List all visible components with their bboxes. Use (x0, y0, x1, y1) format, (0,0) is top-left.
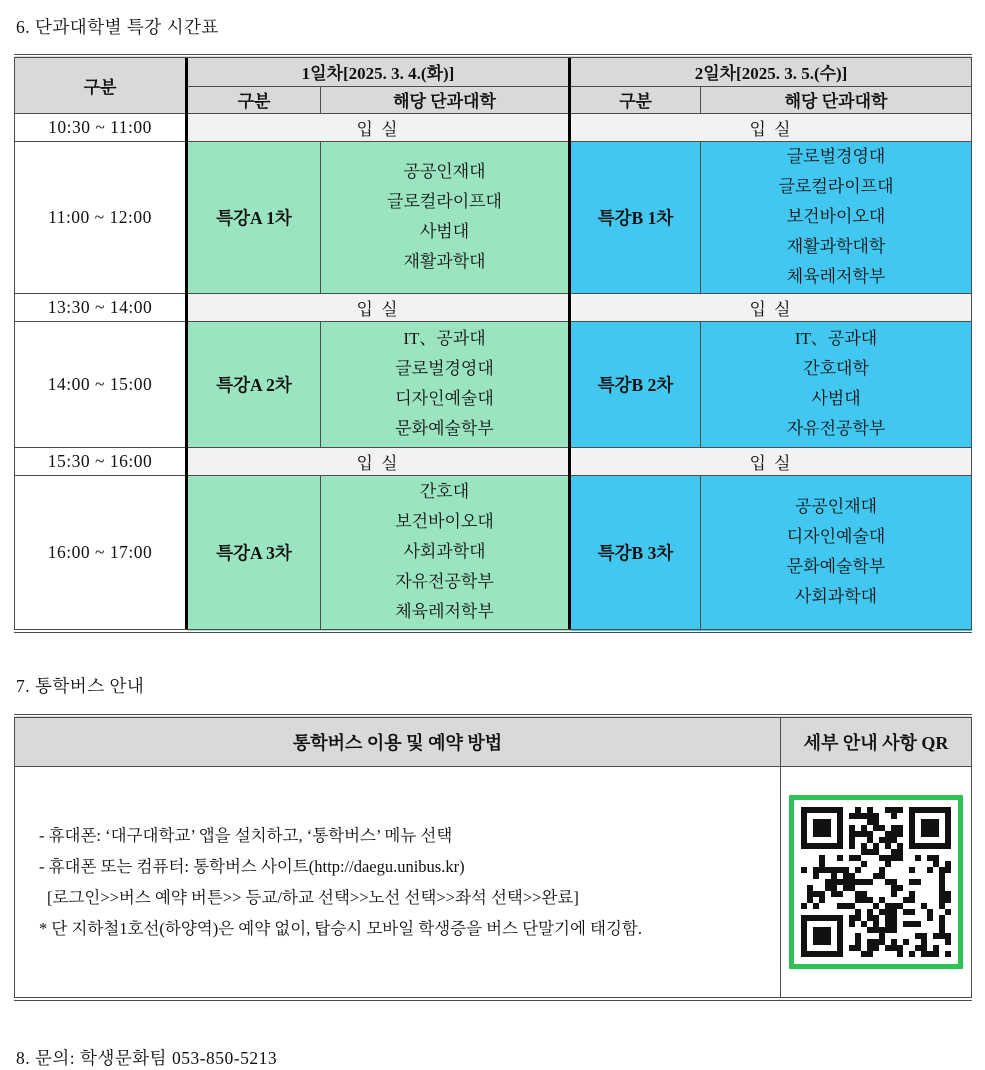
lecture-name-a3: 특강A 3차 (187, 475, 321, 631)
table-row-lecture-1 (15, 141, 972, 293)
college-item: 사회과학대 (794, 587, 878, 607)
time-slot: 14:00 ~ 15:00 (15, 321, 187, 447)
college-item: 글로벌경영대 (395, 359, 494, 378)
college-item: 재활과학대학 (786, 237, 886, 256)
bus-body-row (15, 767, 972, 1000)
bus-method-header: 통학버스 이용 및 예약 방법 (15, 716, 781, 767)
entry-cell-day2: 입 실 (570, 293, 972, 321)
time-slot: 13:30 ~ 14:00 (15, 293, 187, 321)
college-item: 자유전공학부 (395, 572, 494, 592)
header-day1-category: 구분 (187, 86, 321, 113)
header-day2-college: 해당 단과대학 (701, 86, 972, 113)
college-item: 간호대학 (803, 359, 869, 378)
bus-instruction-line: * 단 지하철1호선(하양역)은 예약 없이, 탑승시 모바일 학생증을 버스 단말기에 태깅함. (39, 919, 642, 938)
time-slot: 10:30 ~ 11:00 (15, 113, 187, 141)
entry-cell-day2: 입 실 (570, 447, 972, 475)
time-slot: 11:00 ~ 12:00 (15, 141, 187, 293)
lecture-name-b3: 특강B 3차 (570, 475, 701, 631)
entry-cell-day1: 입 실 (187, 113, 570, 141)
college-item: 글로컬라이프대 (387, 192, 502, 211)
entry-cell-day1: 입 실 (187, 293, 570, 321)
qr-code (789, 795, 963, 969)
section7-title: 7. 통학버스 안내 (16, 676, 145, 696)
college-item: 글로벌경영대 (786, 147, 886, 166)
qr-code-image (801, 807, 951, 957)
college-item: 문화예술학부 (395, 419, 494, 438)
college-item: 사범대 (811, 389, 861, 408)
bus-info-table (14, 714, 972, 1001)
header-day1-college: 해당 단과대학 (321, 86, 570, 113)
header-day1: 1일차[2025. 3. 4.(화)] (187, 56, 570, 86)
college-item: 보건바이오대 (786, 207, 886, 226)
college-item: 사회과학대 (403, 542, 486, 562)
college-item: 글로컬라이프대 (778, 177, 894, 196)
bus-method-cell (15, 767, 781, 1000)
college-list-a3 (321, 475, 570, 631)
lecture-timetable (14, 54, 972, 633)
header-category: 구분 (15, 56, 187, 113)
college-item: 문화예술학부 (786, 557, 886, 577)
college-item: IT、공과대 (794, 329, 878, 348)
time-slot: 16:00 ~ 17:00 (15, 475, 187, 631)
timetable-header-row-1 (15, 56, 972, 86)
bus-header-row (15, 716, 972, 767)
college-item: 디자인예술대 (395, 389, 494, 408)
bus-instruction-line: - 휴대폰 또는 컴퓨터: 통학버스 사이트(http://daegu.unibus.kr) (39, 857, 465, 876)
bus-qr-header: 세부 안내 사항 QR (781, 716, 972, 767)
college-item: 재활과학대 (403, 252, 486, 271)
college-item: 공공인재대 (403, 162, 486, 181)
section6-title: 6. 단과대학별 특강 시간표 (16, 17, 219, 37)
table-row-entry (15, 113, 972, 141)
college-list-b3 (701, 475, 972, 631)
college-item: IT、공과대 (403, 329, 486, 348)
section8-contact: 8. 문의: 학생문화팀 053-850-5213 (16, 1048, 278, 1068)
entry-cell-day1: 입 실 (187, 447, 570, 475)
college-list-b2 (701, 321, 972, 447)
college-list-a1 (321, 141, 570, 293)
college-item: 체육레저학부 (395, 602, 494, 622)
college-item: 간호대 (419, 482, 470, 502)
bus-qr-cell (781, 767, 972, 1000)
college-list-b1 (701, 141, 972, 293)
lecture-name-a1: 특강A 1차 (187, 141, 321, 293)
college-list-a2 (321, 321, 570, 447)
lecture-name-b1: 특강B 1차 (570, 141, 701, 293)
college-item: 보건바이오대 (395, 512, 494, 532)
lecture-name-b2: 특강B 2차 (570, 321, 701, 447)
college-item: 사범대 (419, 222, 470, 241)
lecture-name-a2: 특강A 2차 (187, 321, 321, 447)
table-row-entry (15, 293, 972, 321)
bus-instruction-line: - 휴대폰: ‘대구대학교’ 앱을 설치하고, ‘통학버스’ 메뉴 선택 (39, 826, 453, 845)
header-day2: 2일차[2025. 3. 5.(수)] (570, 56, 972, 86)
header-day2-category: 구분 (570, 86, 701, 113)
table-row-entry (15, 447, 972, 475)
time-slot: 15:30 ~ 16:00 (15, 447, 187, 475)
college-item: 자유전공학부 (786, 419, 886, 438)
college-item: 공공인재대 (794, 497, 878, 517)
college-item: 디자인예술대 (786, 527, 886, 547)
bus-instruction-line: [로그인>>버스 예약 버튼>> 등교/하교 선택>>노선 선택>>좌석 선택>>완료] (47, 888, 579, 907)
table-row-lecture-2 (15, 321, 972, 447)
table-row-lecture-3 (15, 475, 972, 631)
college-item: 체육레저학부 (786, 267, 886, 286)
entry-cell-day2: 입 실 (570, 113, 972, 141)
